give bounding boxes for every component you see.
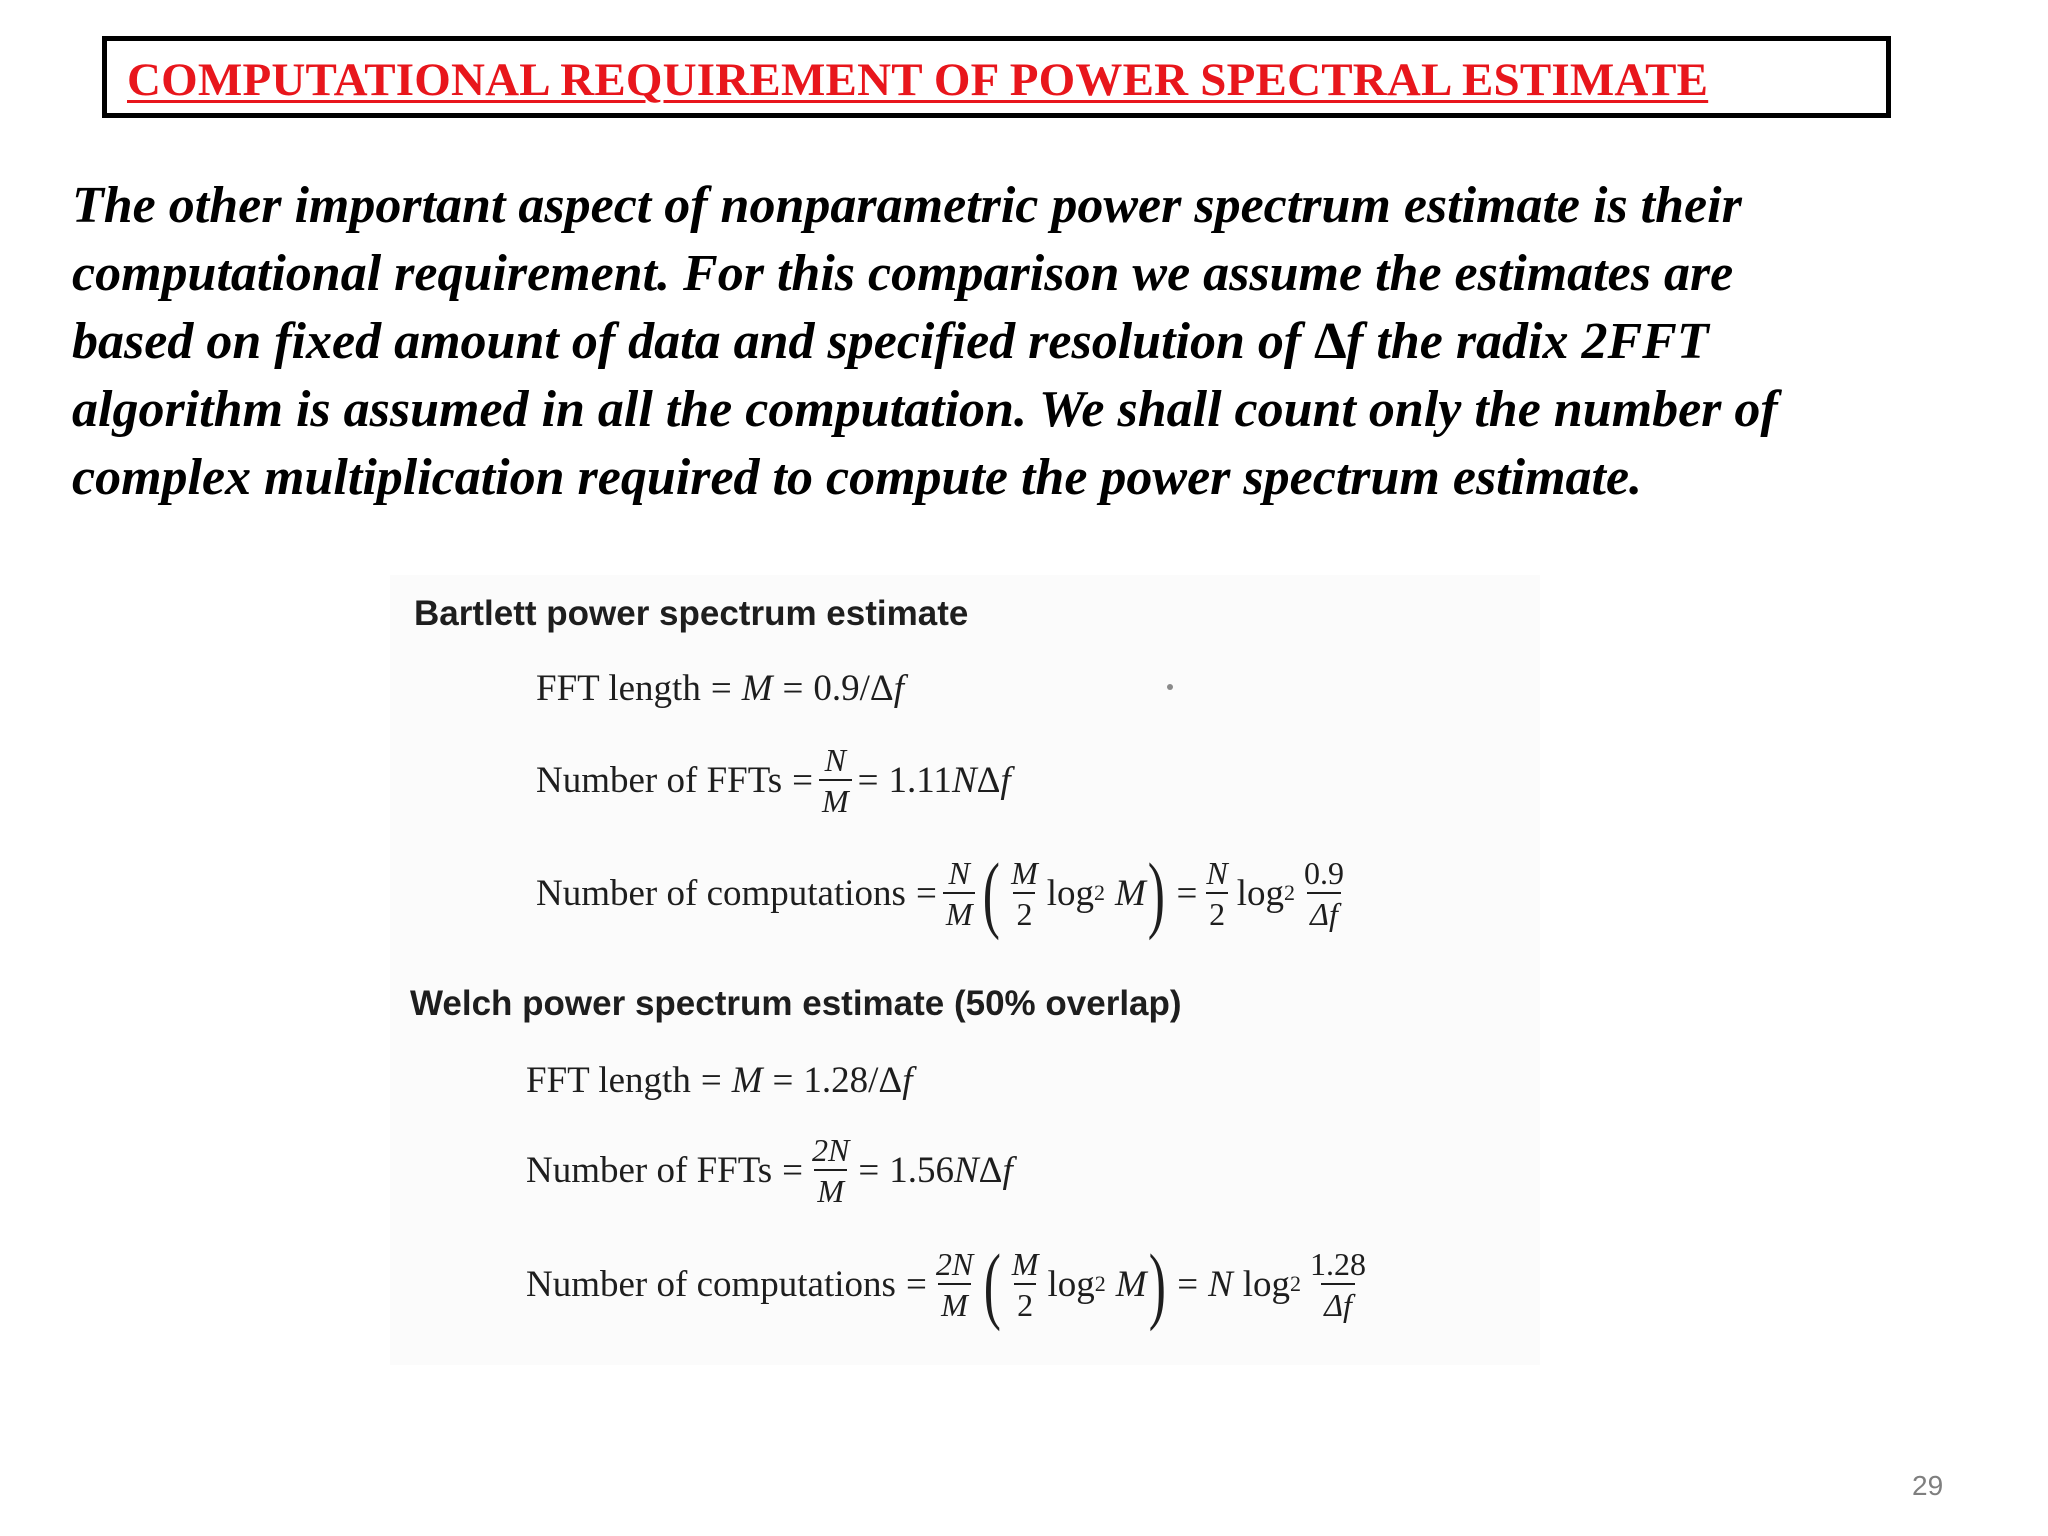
num-ffts-label: Number of FFTs <box>536 759 783 801</box>
equals-sign: = <box>915 872 937 914</box>
log-base: 2 <box>1094 880 1106 905</box>
delta-symbol: Δ <box>978 1149 1003 1191</box>
equals-sign: = <box>1177 1263 1199 1305</box>
paragraph-line: algorithm is assumed in all the computation. We shall count only the number of <box>72 381 1778 438</box>
fraction <box>809 1131 852 1209</box>
fft-length-value: 0.9/Δ <box>813 667 894 709</box>
fraction <box>1008 854 1041 932</box>
paragraph-line: complex multiplication required to compute the power spectrum estimate. <box>72 449 1643 506</box>
variable-m: M <box>731 1059 763 1101</box>
equals-sign: = <box>772 1059 794 1101</box>
fft-length-value: 1.28/Δ <box>803 1059 903 1101</box>
right-paren: ) <box>1147 845 1165 941</box>
bartlett-num-ffts-equation <box>536 738 1011 822</box>
equals-sign: = <box>857 759 879 801</box>
fraction-denominator: 2 <box>1206 892 1228 930</box>
bartlett-heading: Bartlett power spectrum estimate <box>414 594 969 633</box>
fraction-numerator: M <box>1011 1245 1039 1282</box>
paragraph-line: The other important aspect of nonparametric power spectrum estimate is their <box>72 177 1742 234</box>
bartlett-fft-length-equation <box>536 660 904 716</box>
equals-sign: = <box>700 1059 722 1101</box>
log-base: 2 <box>1290 1271 1302 1296</box>
fraction <box>1307 1245 1369 1323</box>
fft-length-label: FFT length <box>536 667 701 709</box>
welch-num-ffts-equation <box>526 1128 1013 1212</box>
log-function: log <box>1046 872 1095 914</box>
variable-n: N <box>953 1149 979 1191</box>
log-base: 2 <box>1094 1271 1106 1296</box>
fraction <box>1301 854 1347 932</box>
log-function: log <box>1242 1263 1291 1305</box>
welch-num-computations-equation <box>526 1234 1375 1334</box>
num-computations-label: Number of computations <box>526 1263 896 1305</box>
log-base: 2 <box>1284 880 1296 905</box>
intro-paragraph <box>72 172 2002 512</box>
fraction <box>1203 854 1230 932</box>
paragraph-line: computational requirement. For this comparison we assume the estimates are <box>72 245 1734 302</box>
right-paren: ) <box>1148 1236 1166 1332</box>
fraction-numerator: 1.28 <box>1310 1245 1367 1282</box>
fft-length-label: FFT length <box>526 1059 691 1101</box>
fraction-denominator: M <box>938 1283 971 1321</box>
fraction-denominator: 2 <box>1013 892 1035 930</box>
fraction-denominator: 2 <box>1014 1283 1036 1321</box>
equals-sign: = <box>905 1263 927 1305</box>
equals-sign: = <box>858 1149 880 1191</box>
fraction <box>819 741 852 819</box>
num-ffts-label: Number of FFTs <box>526 1149 773 1191</box>
bartlett-num-computations-equation <box>536 843 1353 943</box>
slide-title: COMPUTATIONAL REQUIREMENT OF POWER SPECTRAL ESTIMATE <box>127 54 1709 106</box>
fraction-numerator: 2N <box>812 1131 850 1168</box>
equals-sign: = <box>710 667 732 709</box>
paragraph-line: based on fixed amount of data and specified resolution of ∆f the radix 2FFT <box>72 313 1709 370</box>
variable-f: f <box>893 667 905 709</box>
variable-f: f <box>902 1059 913 1101</box>
fraction-denominator: M <box>819 779 852 817</box>
fraction-numerator: N <box>824 741 847 778</box>
variable-n: N <box>1208 1263 1233 1305</box>
title-box <box>102 36 1891 118</box>
delta-symbol: Δ <box>976 759 1001 801</box>
num-computations-label: Number of computations <box>536 872 906 914</box>
variable-n: N <box>951 759 977 801</box>
fraction <box>933 1245 976 1323</box>
fraction-denominator: Δf <box>1307 892 1341 930</box>
fraction-numerator: 0.9 <box>1304 854 1345 891</box>
num-ffts-value: 1.11 <box>888 759 952 801</box>
scan-speck <box>1167 684 1173 690</box>
fraction <box>1009 1245 1042 1323</box>
fraction-numerator: N <box>1206 854 1228 891</box>
fraction-numerator: 2N <box>935 1245 974 1282</box>
fraction-numerator: N <box>948 854 970 891</box>
left-paren: ( <box>983 1236 1002 1332</box>
log-argument: M <box>1115 872 1146 914</box>
equals-sign: = <box>782 667 804 709</box>
variable-f: f <box>1000 759 1011 801</box>
fraction <box>943 854 976 932</box>
fraction-denominator: M <box>814 1169 847 1207</box>
log-argument: M <box>1115 1263 1147 1305</box>
fraction-denominator: Δf <box>1321 1283 1355 1321</box>
fraction-numerator: M <box>1011 854 1038 891</box>
fraction-denominator: M <box>943 892 976 930</box>
variable-f: f <box>1002 1149 1013 1191</box>
num-ffts-value: 1.56 <box>889 1149 954 1191</box>
equals-sign: = <box>792 759 814 801</box>
page-number: 29 <box>1912 1470 1944 1501</box>
variable-m: M <box>741 667 773 709</box>
equals-sign: = <box>1176 872 1198 914</box>
left-paren: ( <box>983 845 1001 941</box>
log-function: log <box>1236 872 1285 914</box>
equals-sign: = <box>782 1149 804 1191</box>
welch-heading: Welch power spectrum estimate (50% overlap) <box>410 984 1182 1023</box>
log-function: log <box>1047 1263 1095 1305</box>
welch-fft-length-equation <box>526 1052 913 1108</box>
